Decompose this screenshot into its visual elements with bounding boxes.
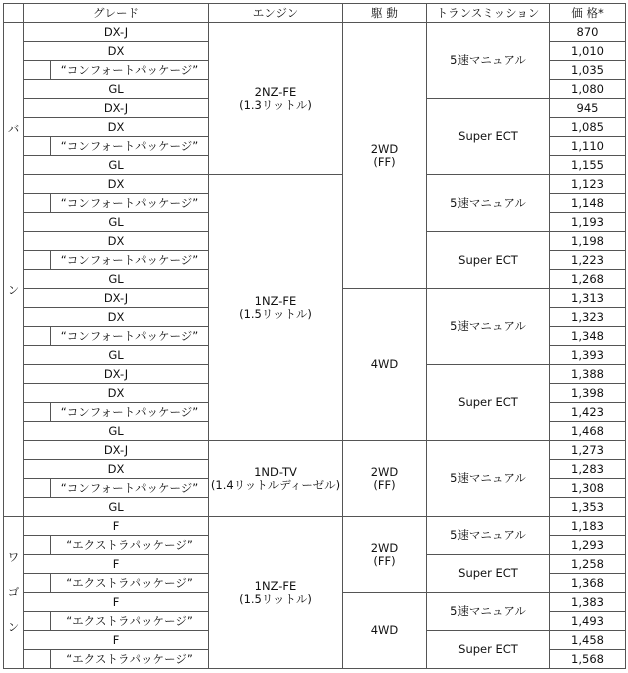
grade-cell: DX-J bbox=[24, 23, 209, 42]
drive-cell: 2WD (FF) bbox=[343, 23, 427, 289]
grade-indent bbox=[24, 612, 51, 631]
grade-cell: GL bbox=[24, 422, 209, 441]
price-cell: 1,080 bbox=[550, 80, 626, 99]
price-cell: 1,110 bbox=[550, 137, 626, 156]
grade-cell: F bbox=[24, 631, 209, 650]
grade-cell: F bbox=[24, 555, 209, 574]
price-cell: 1,423 bbox=[550, 403, 626, 422]
price-cell: 1,198 bbox=[550, 232, 626, 251]
grade-cell: DX-J bbox=[24, 441, 209, 460]
category-wagon bbox=[4, 517, 24, 669]
grade-indent bbox=[24, 251, 51, 270]
grade-indent bbox=[24, 327, 51, 346]
price-cell: 1,353 bbox=[550, 498, 626, 517]
table-row bbox=[4, 517, 626, 536]
header-drive: 駆 動 bbox=[343, 4, 427, 23]
grade-cell: “エクストラパッケージ” bbox=[51, 650, 209, 669]
price-cell: 870 bbox=[550, 23, 626, 42]
grade-cell: F bbox=[24, 593, 209, 612]
grade-cell: “コンフォートパッケージ” bbox=[51, 327, 209, 346]
transmission-cell: Super ECT bbox=[427, 232, 550, 289]
price-table-container bbox=[3, 3, 626, 669]
header-row bbox=[4, 4, 626, 23]
grade-cell: DX-J bbox=[24, 289, 209, 308]
transmission-cell: 5速マニュアル bbox=[427, 441, 550, 517]
grade-indent bbox=[24, 61, 51, 80]
transmission-cell: 5速マニュアル bbox=[427, 593, 550, 631]
drive-cell: 2WD (FF) bbox=[343, 517, 427, 593]
price-cell: 1,155 bbox=[550, 156, 626, 175]
price-cell: 1,398 bbox=[550, 384, 626, 403]
category-van-label: バ ン bbox=[7, 121, 20, 297]
grade-cell: “コンフォートパッケージ” bbox=[51, 137, 209, 156]
grade-cell: “エクストラパッケージ” bbox=[51, 536, 209, 555]
header-engine: エンジン bbox=[209, 4, 343, 23]
price-cell: 1,258 bbox=[550, 555, 626, 574]
price-cell: 1,035 bbox=[550, 61, 626, 80]
category-van bbox=[4, 23, 24, 517]
price-cell: 1,323 bbox=[550, 308, 626, 327]
drive-cell: 4WD bbox=[343, 289, 427, 441]
grade-cell: DX bbox=[24, 308, 209, 327]
price-cell: 1,183 bbox=[550, 517, 626, 536]
grade-cell: DX bbox=[24, 232, 209, 251]
price-cell: 1,273 bbox=[550, 441, 626, 460]
grade-cell: “コンフォートパッケージ” bbox=[51, 251, 209, 270]
grade-cell: GL bbox=[24, 156, 209, 175]
grade-indent bbox=[24, 403, 51, 422]
grade-indent bbox=[24, 650, 51, 669]
engine-cell: 1NZ-FE (1.5リットル) bbox=[209, 517, 343, 669]
grade-cell: DX bbox=[24, 460, 209, 479]
transmission-cell: 5速マニュアル bbox=[427, 175, 550, 232]
price-cell: 1,308 bbox=[550, 479, 626, 498]
grade-cell: GL bbox=[24, 346, 209, 365]
price-cell: 1,010 bbox=[550, 42, 626, 61]
price-cell: 1,383 bbox=[550, 593, 626, 612]
grade-cell: DX bbox=[24, 175, 209, 194]
grade-indent bbox=[24, 574, 51, 593]
price-cell: 1,388 bbox=[550, 365, 626, 384]
price-cell: 1,568 bbox=[550, 650, 626, 669]
price-cell: 1,313 bbox=[550, 289, 626, 308]
grade-cell: GL bbox=[24, 270, 209, 289]
price-cell: 1,193 bbox=[550, 213, 626, 232]
price-cell: 945 bbox=[550, 99, 626, 118]
price-table bbox=[3, 3, 626, 669]
grade-cell: DX bbox=[24, 384, 209, 403]
grade-cell: “コンフォートパッケージ” bbox=[51, 194, 209, 213]
grade-cell: DX-J bbox=[24, 99, 209, 118]
price-cell: 1,348 bbox=[550, 327, 626, 346]
engine-cell: 2NZ-FE (1.3リットル) bbox=[209, 23, 343, 175]
price-cell: 1,458 bbox=[550, 631, 626, 650]
grade-cell: DX-J bbox=[24, 365, 209, 384]
transmission-cell: 5速マニュアル bbox=[427, 517, 550, 555]
engine-cell: 1ND-TV (1.4リットルディーゼル) bbox=[209, 441, 343, 517]
grade-cell: “コンフォートパッケージ” bbox=[51, 479, 209, 498]
drive-cell: 4WD bbox=[343, 593, 427, 669]
transmission-cell: Super ECT bbox=[427, 555, 550, 593]
grade-cell: DX bbox=[24, 42, 209, 61]
price-cell: 1,368 bbox=[550, 574, 626, 593]
grade-cell: GL bbox=[24, 498, 209, 517]
grade-cell: “コンフォートパッケージ” bbox=[51, 61, 209, 80]
header-grade: グレード bbox=[24, 4, 209, 23]
table-row bbox=[4, 441, 626, 460]
transmission-cell: Super ECT bbox=[427, 365, 550, 441]
grade-indent bbox=[24, 137, 51, 156]
price-cell: 1,123 bbox=[550, 175, 626, 194]
header-transmission: トランスミッション bbox=[427, 4, 550, 23]
header-price: 価 格* bbox=[550, 4, 626, 23]
grade-cell: GL bbox=[24, 213, 209, 232]
engine-cell: 1NZ-FE (1.5リットル) bbox=[209, 175, 343, 441]
grade-cell: “エクストラパッケージ” bbox=[51, 574, 209, 593]
price-cell: 1,085 bbox=[550, 118, 626, 137]
table-row bbox=[4, 23, 626, 42]
table-row bbox=[4, 175, 626, 194]
grade-cell: GL bbox=[24, 80, 209, 99]
transmission-cell: 5速マニュアル bbox=[427, 289, 550, 365]
price-cell: 1,293 bbox=[550, 536, 626, 555]
drive-cell: 2WD (FF) bbox=[343, 441, 427, 517]
price-cell: 1,468 bbox=[550, 422, 626, 441]
transmission-cell: Super ECT bbox=[427, 631, 550, 669]
transmission-cell: Super ECT bbox=[427, 99, 550, 175]
price-cell: 1,148 bbox=[550, 194, 626, 213]
price-cell: 1,393 bbox=[550, 346, 626, 365]
category-wagon-label: ワ ゴ ン bbox=[7, 550, 20, 634]
grade-indent bbox=[24, 194, 51, 213]
price-cell: 1,283 bbox=[550, 460, 626, 479]
grade-indent bbox=[24, 536, 51, 555]
grade-cell: F bbox=[24, 517, 209, 536]
price-cell: 1,268 bbox=[550, 270, 626, 289]
grade-cell: “エクストラパッケージ” bbox=[51, 612, 209, 631]
grade-cell: DX bbox=[24, 118, 209, 137]
transmission-cell: 5速マニュアル bbox=[427, 23, 550, 99]
grade-cell: “コンフォートパッケージ” bbox=[51, 403, 209, 422]
price-cell: 1,493 bbox=[550, 612, 626, 631]
grade-indent bbox=[24, 479, 51, 498]
header-category bbox=[4, 4, 24, 23]
price-cell: 1,223 bbox=[550, 251, 626, 270]
